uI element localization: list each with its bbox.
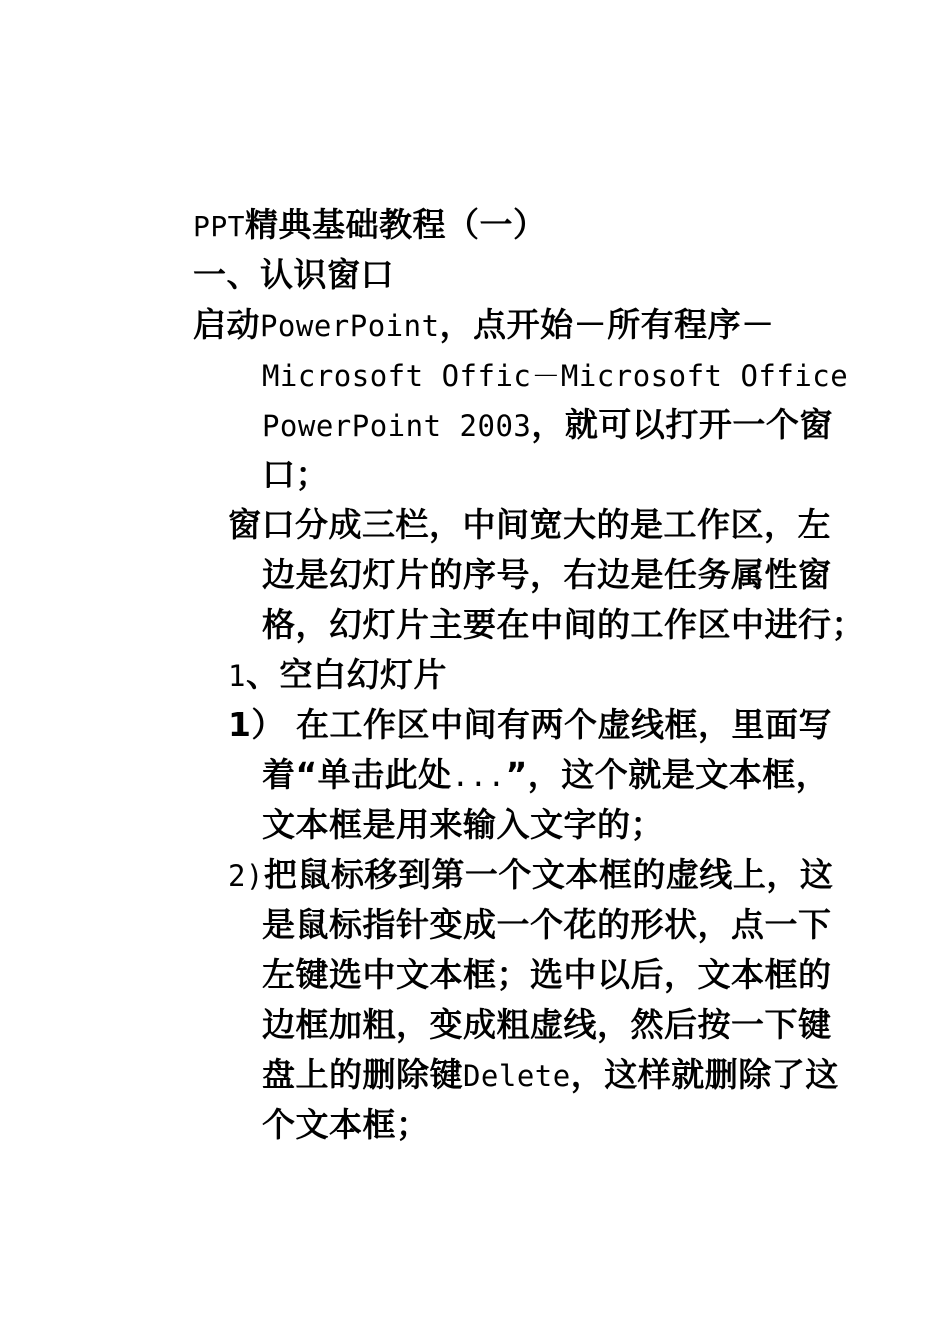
item2-line6: 个文本框； <box>261 1105 430 1144</box>
title-cjk: 精典基础教程（一） <box>245 205 547 244</box>
title-latin: PPT <box>192 210 246 243</box>
item1-line1: 1） 在工作区中间有两个虚线框，里面写 <box>180 650 832 700</box>
para2-line3: 格，幻灯片主要在中间的工作区中进行； <box>261 605 865 644</box>
item1-number: 1） <box>227 705 285 744</box>
item2-line2: 是鼠标指针变成一个花的形状，点一下 <box>261 905 832 944</box>
item2-line4: 边框加粗，变成粗虚线，然后按一下键 <box>261 1005 832 1044</box>
para2-line2: 边是幻灯片的序号，右边是任务属性窗 <box>261 555 832 594</box>
section-heading-1: 一、认识窗口 <box>192 255 394 294</box>
item2-number: 2) <box>227 859 264 893</box>
para1-line4: 口； <box>261 455 329 494</box>
item2-line5: 盘上的删除键Delete，这样就删除了这 <box>261 1055 839 1094</box>
item1-line3: 文本框是用来输入文字的； <box>261 805 664 844</box>
item2-line1: 2)把鼠标移到第一个文本框的虚线上，这 <box>227 855 834 894</box>
para1-line1: 启动PowerPoint，点开始－所有程序－ <box>192 305 775 344</box>
subsection-heading-1: 1、空白幻灯片 <box>227 655 447 694</box>
para1-line3: PowerPoint 2003，就可以打开一个窗 <box>261 405 833 444</box>
para1-line2: Microsoft Offic－Microsoft Office <box>261 359 849 393</box>
item2-line3: 左键选中文本框；选中以后，文本框的 <box>261 955 832 994</box>
document-title <box>145 150 547 244</box>
item1-line2: 着“单击此处...”，这个就是文本框， <box>261 755 830 794</box>
para2-line1: 窗口分成三栏，中间宽大的是工作区，左 <box>227 505 831 544</box>
